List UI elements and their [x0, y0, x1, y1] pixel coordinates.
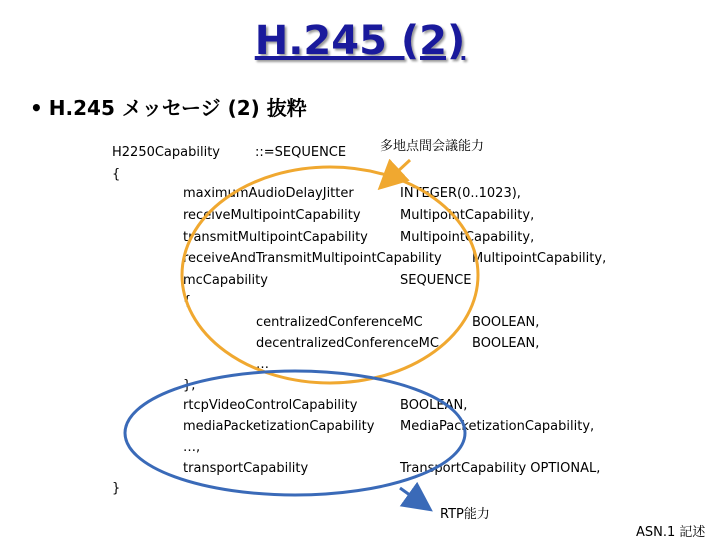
inner-field-type: BOOLEAN, [472, 336, 540, 351]
close-brace: } [112, 481, 121, 496]
field-name: rtcpVideoControlCapability [183, 398, 358, 413]
field-name: maximumAudioDelayJitter [183, 186, 354, 201]
field-type: MultipointCapability, [400, 230, 535, 245]
field-name: mcCapability [183, 273, 268, 288]
type-assign: ::=SEQUENCE [255, 145, 347, 160]
field-type: MultipointCapability, [400, 208, 535, 223]
inner-close-brace: }, [183, 378, 196, 393]
open-brace: { [112, 167, 121, 182]
field-name: transmitMultipointCapability [183, 230, 368, 245]
field-name: receiveMultipointCapability [183, 208, 361, 223]
inner-open-brace: { [183, 294, 192, 309]
field-type: SEQUENCE [400, 273, 472, 288]
inner-ellipsis: … [256, 357, 269, 372]
annotation-rtp: RTP能力 [440, 507, 490, 522]
annotation-multipoint: 多地点間会議能力 [380, 139, 485, 154]
multipoint-highlight-ellipse [182, 167, 478, 383]
rtp-highlight-ellipse [125, 371, 468, 495]
bullet-dot-icon: • [30, 96, 43, 120]
field-name: transportCapability [183, 461, 309, 476]
field-type: MultipointCapability, [472, 251, 607, 266]
bullet-text: H.245 メッセージ (2) 抜粋 [48, 96, 307, 120]
inner-field-type: BOOLEAN, [472, 315, 540, 330]
field-name: receiveAndTransmitMultipointCapability [183, 251, 442, 266]
rtp-arrow [400, 488, 428, 508]
field-type: TransportCapability OPTIONAL, [400, 461, 601, 476]
field-ellipsis: …, [183, 440, 201, 455]
field-type: INTEGER(0..1023), [400, 186, 521, 201]
inner-field-name: decentralizedConferenceMC [256, 336, 439, 351]
annotation-asn: ASN.1 記述 [636, 525, 706, 540]
field-type: MediaPacketizationCapability, [400, 419, 595, 434]
field-type: BOOLEAN, [400, 398, 468, 413]
inner-field-name: centralizedConferenceMC [256, 315, 423, 330]
type-name: H2250Capability [112, 145, 220, 160]
field-name: mediaPacketizationCapability [183, 419, 375, 434]
slide-title: H.245 (2) [254, 18, 466, 64]
